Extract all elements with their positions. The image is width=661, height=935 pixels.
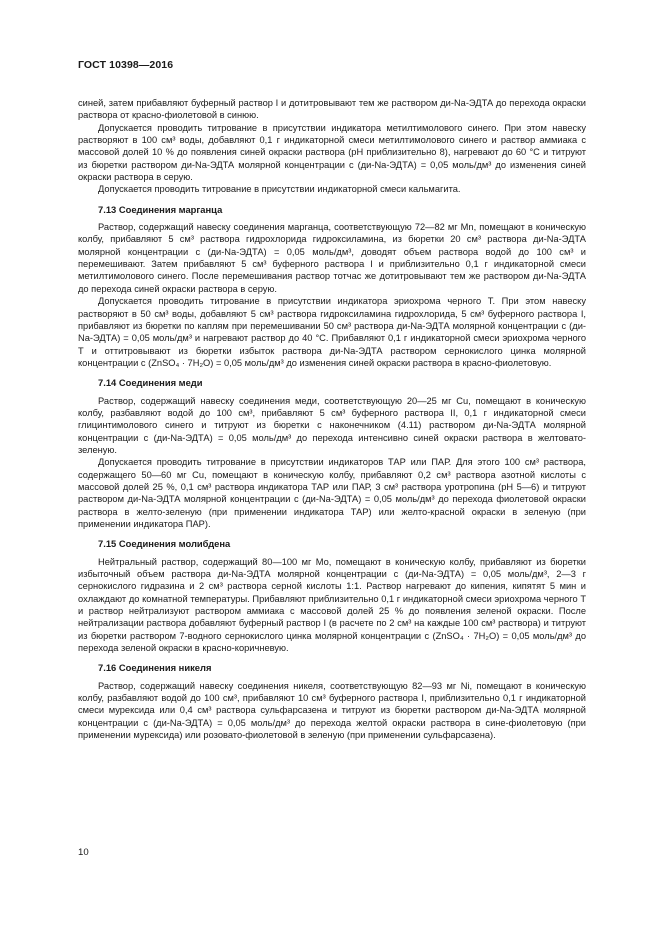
document-header: ГОСТ 10398—2016 xyxy=(78,59,174,71)
paragraph: синей, затем прибавляют буферный раствор I и дотитровывают тем же раствором ди-Na-ЭДТА до перехода окраски раствора от красно-фиолетовой в синюю. xyxy=(78,98,586,121)
paragraph: Допускается проводить титрование в присутствии индикаторной смеси кальмагита. xyxy=(98,184,461,195)
paragraph: Допускается проводить титрование в присутствии индикатора эриохрома черного Т. При этом навеску растворяют в 50 см³ воды, добавляют 5 см³ раствора гидроксиламина гидрохлорида, 5 см³ буферного раствора I, прибавляют из бюретки по каплям при перемешивании 50 см³ раствора ди-Na-ЭДТА молярной концентрации с (ди-Na-ЭДТА) = 0,05 моль/дм³ и нагревают раствор до 40 °С. Прибавляют 0,1 г индикаторной смеси эриохрома черного Т и оттитровывают из бюретки избыток раствора ди-Na-ЭДТА раствором сернокислого цинка молярной концентрации с (ZnSO₄ · 7H₂O) = 0,05 моль/дм³ до изменения синей окраски раствора в красно-фиолетовую. xyxy=(78,296,586,368)
section-heading: 7.16 Соединения никеля xyxy=(98,662,212,674)
paragraph: Раствор, содержащий навеску соединения никеля, соответствующую 82—93 мг Ni, помещают в коническую колбу, разбавляют водой до 100 см³, прибавляют 10 см³ буферного раствора I, приблизительно 0,1 г индикаторной смеси мурексида или 0,4 см³ раствора сульфарсазена и титруют из бюретки раствором ди-Na-ЭДТА молярной концентрации с (ди-Na-ЭДТА) = 0,05 моль/дм³ до перехода желтой окраски раствора в сине-фиолетовую (при применении мурексида) или розовато-фиолетовой в зеленую (при применении сульфарсазена). xyxy=(78,680,586,741)
section-heading: 7.15 Соединения молибдена xyxy=(98,538,231,550)
paragraph: Раствор, содержащий навеску соединения марганца, соответствующую 72—82 мг Mn, помещают в коническую колбу, прибавляют 5 см³ раствора гидрохлорида гидроксиламина, из бюретки 20 см³ раствора ди-Na-ЭДТА молярной концентрации с (ди-Na-ЭДТА) = 0,05 моль/дм³, доводят объем раствора водой до 100 см³ и перемешивают. Затем прибавляют 5 см³ буферного раствора I и приблизительно 0,1 г индикаторной смеси метилтимолового синего. После перемешивания раствор тотчас же дотитровывают тем же раствором ди-Na-ЭДТА до перехода синей окраски раствора в серую. xyxy=(78,222,586,294)
paragraph: Допускается проводить титрование в присутствии индикаторов ТАР или ПАР. Для этого 100 см³ раствора, содержащего 50—60 мг Cu, помещают в коническую колбу, прибавляют 0,2 см³ раствора азотной кислоты с массовой долей 25 %, 0,1 см³ раствора индикатора ТАР или ПАР, 3 см³ раствора уротропина (рН 5—6) и титруют раствором ди-Na-ЭДТА молярной концентрации с (ди-Na-ЭДТА) = 0,05 моль/дм³ до перехода фиолетовой окраски раствора в желто-зеленую (при применении индикатора ТАР) или желто-красной окраски в зеленую (при применении индикатора ПАР). xyxy=(78,457,586,529)
page-number: 10 xyxy=(78,847,89,858)
paragraph: Нейтральный раствор, содержащий 80—100 мг Мо, помещают в коническую колбу, прибавляют из бюретки избыточный объем раствора ди-Na-ЭДТА молярной концентрации с (ди-Na-ЭДТА) = 0,05 моль/дм³, 2—3 г сернокислого гидразина и 2 см³ раствора серной кислоты 1:1. Раствор нагревают до кипения, кипятят 5 мин и охлаждают до комнатной температуры. Прибавляют приблизительно 0,1 г индикаторной смеси эриохрома черного Т и раствор нейтрализуют раствором аммиака с массовой долей 25 % до появления зеленой окраски. После нейтрализации раствора добавляют буферный раствор I (в расчете по 2 см³ на каждые 100 см³ раствора) и титруют из бюретки раствором 7-водного сернокислого цинка молярной концентрации с (ZnSO₄ · 7H₂O) = 0,05 моль/дм³ до перехода зеленой окраски в красно-коричневую. xyxy=(78,556,586,654)
section-heading: 7.14 Соединения меди xyxy=(98,377,203,389)
document-body xyxy=(78,97,586,742)
paragraph: Допускается проводить титрование в присутствии индикатора метилтимолового синего. При этом навеску растворяют в 100 см³ воды, добавляют 0,1 г индикаторной смеси метилтимолового синего и раствор аммиака с массовой долей 10 % до появления синей окраски раствора (рН приблизительно 8), нагревают до 60 °С и титруют из бюретки раствором ди-Na-ЭДТА молярной концентрации с (ди-Na-ЭДТА) = 0,05 моль/дм³ до изменения синей окраски раствора в серую. xyxy=(78,122,586,183)
paragraph: Раствор, содержащий навеску соединения меди, соответствующую 20—25 мг Cu, помещают в коническую колбу, разбавляют водой до 100 см³, прибавляют 5 см³ буферного раствора II, 0,1 г индикаторной смеси глицинтимолового синего и титруют из бюретки с наконечником (4.11) раствором ди-Na-ЭДТА молярной концентрации с (ди-Na-ЭДТА) = 0,05 моль/дм³ до перехода интенсивно синей окраски раствора в желтовато-зеленую. xyxy=(78,395,586,455)
section-heading: 7.13 Соединения марганца xyxy=(98,203,223,215)
